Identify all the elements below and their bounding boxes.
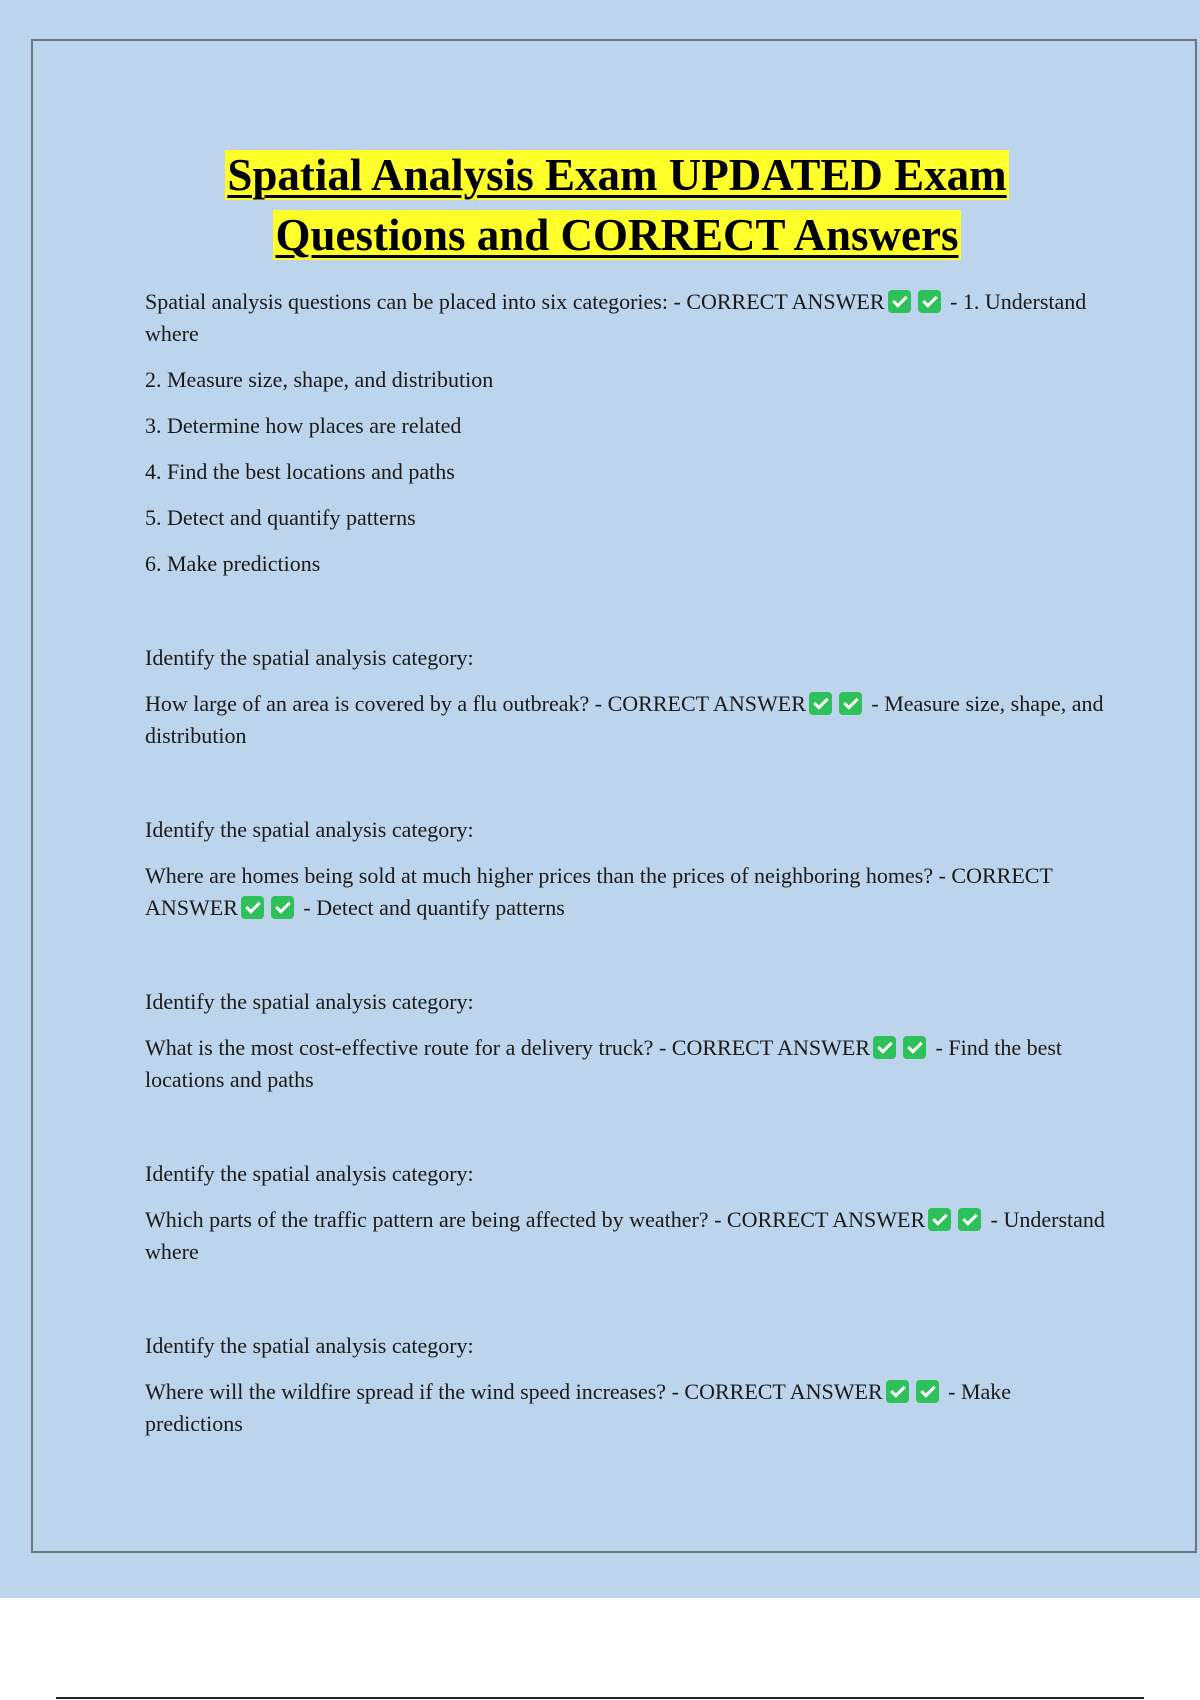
qa-question [145, 860, 1105, 924]
check-box-icon [873, 1036, 896, 1059]
check-box-icon [839, 692, 862, 715]
intro-answer-start: - 1. Understand where [145, 289, 1087, 346]
qa-question [145, 1204, 1105, 1268]
qa-block-5 [145, 1330, 1105, 1440]
title-line-2: Questions and CORRECT Answers [275, 210, 959, 260]
qa-prompt: Identify the spatial analysis category: [145, 645, 474, 670]
list-item: 4. Find the best locations and paths [145, 459, 455, 484]
spacer [145, 1110, 1105, 1158]
check-box-icon [903, 1036, 926, 1059]
qa-answer: - Measure size, shape, and distribution [145, 691, 1104, 748]
qa-block-2 [145, 814, 1105, 924]
qa-question [145, 1032, 1105, 1096]
qa-question-text: Where are homes being sold at much higher prices than the prices of neighboring homes? - [145, 863, 952, 888]
qa-answer: - Detect and quantify patterns [297, 895, 565, 920]
qa-answer: - Make predictions [145, 1379, 1012, 1436]
qa-prompt: Identify the spatial analysis category: [145, 989, 474, 1014]
check-box-icon [886, 1380, 909, 1403]
qa-answer: - Find the best locations and paths [145, 1035, 1063, 1092]
check-box-icon [958, 1208, 981, 1231]
qa-question-text: What is the most cost-effective route for a delivery truck? - [145, 1035, 672, 1060]
list-item: 3. Determine how places are related [145, 413, 462, 438]
answer-marker: CORRECT ANSWER [607, 691, 806, 716]
check-box-icon [809, 692, 832, 715]
qa-block-4 [145, 1158, 1105, 1268]
qa-block-1 [145, 642, 1105, 752]
qa-answer: - Understand where [145, 1207, 1105, 1264]
answer-marker: CORRECT ANSWER [726, 1207, 926, 1232]
title-line-1: Spatial Analysis Exam UPDATED Exam [227, 150, 1007, 200]
check-box-icon [918, 290, 941, 313]
qa-prompt: Identify the spatial analysis category: [145, 1333, 474, 1358]
check-box-icon [241, 896, 264, 919]
answer-marker: CORRECT ANSWER [684, 1379, 883, 1404]
list-item: 5. Detect and quantify patterns [145, 505, 416, 530]
spacer [145, 766, 1105, 814]
qa-question [145, 1376, 1105, 1440]
spacer [145, 594, 1105, 642]
qa-prompt: Identify the spatial analysis category: [145, 817, 474, 842]
qa-block-3 [145, 986, 1105, 1096]
qa-question-text: How large of an area is covered by a flu outbreak? - [145, 691, 608, 716]
check-box-icon [888, 290, 911, 313]
answer-marker: CORRECT ANSWER [671, 1035, 871, 1060]
footer-divider [56, 1697, 1144, 1699]
list-item: 6. Make predictions [145, 551, 321, 576]
list-item: 2. Measure size, shape, and distribution [145, 367, 494, 392]
spacer [145, 1282, 1105, 1330]
qa-prompt: Identify the spatial analysis category: [145, 1161, 474, 1186]
spacer [145, 938, 1105, 986]
check-box-icon [928, 1208, 951, 1231]
check-box-icon [271, 896, 294, 919]
qa-question-text: Which parts of the traffic pattern are being affected by weather? - [145, 1207, 727, 1232]
qa-question [145, 688, 1105, 752]
qa-question-text: Where will the wildfire spread if the wind speed increases? - [145, 1379, 685, 1404]
intro-question-text: Spatial analysis questions can be placed into six categories: - [145, 289, 687, 314]
intro-question [145, 286, 1105, 350]
answer-marker: CORRECT ANSWER [145, 863, 1053, 920]
document-body [145, 286, 1105, 1454]
check-box-icon [916, 1380, 939, 1403]
answer-marker: CORRECT ANSWER [686, 289, 885, 314]
page-title [0, 145, 1200, 265]
